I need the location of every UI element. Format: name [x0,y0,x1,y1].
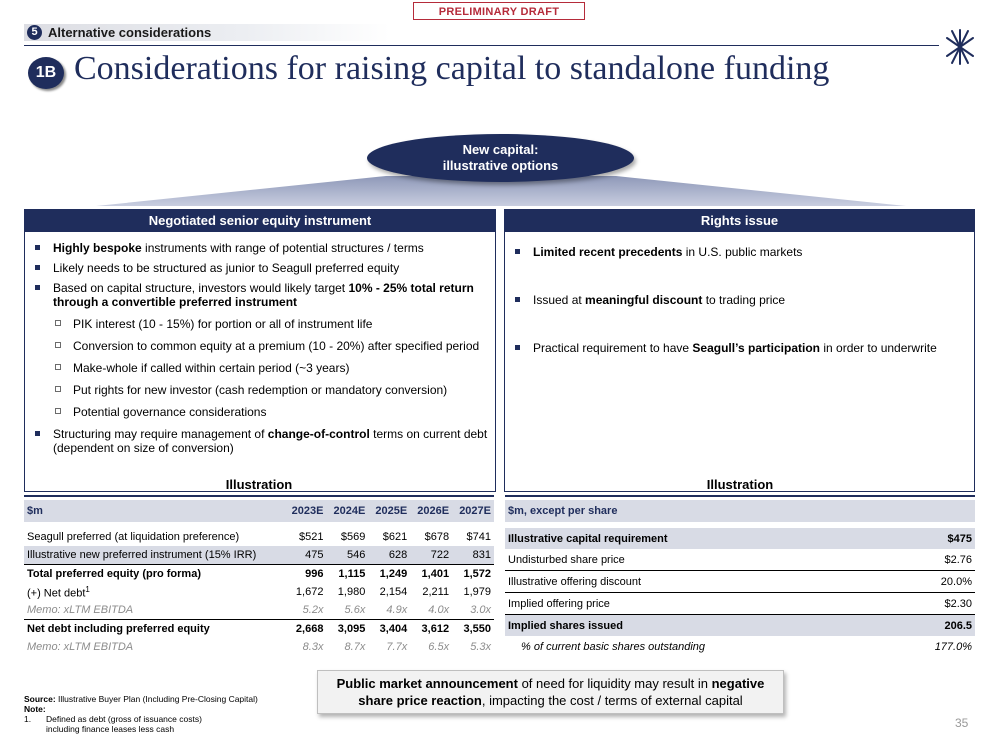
public-market-callout: Public market announcement of need for liquidity may result in negative share price reaction, impacting the cost / terms of external capital [317,670,784,714]
list-item: Likely needs to be structured as junior to Seagull preferred equity [31,261,489,275]
table-row: Seagull preferred (at liquidation preference) $521 $569 $621 $678 $741 [27,531,491,543]
table-unit-header: $m, except per share [505,500,975,522]
list-item: Limited recent precedents in U.S. public markets [511,245,968,259]
table-header-row [505,500,975,522]
table-unit-header: $m [24,500,285,522]
right-illustration [505,477,975,657]
sub-list-item: Conversion to common equity at a premium (10 - 20%) after specified period [31,339,489,353]
table-row: Implied shares issued 206.5 [505,615,975,637]
list-item: Practical requirement to have Seagull’s participation in order to underwrite [511,341,968,355]
list-item: Highly bespoke instruments with range of potential structures / terms [31,241,489,255]
sub-list-item: Potential governance considerations [31,405,489,419]
left-panel [24,209,496,492]
table-row: Total preferred equity (pro forma) 996 1,115 1,249 1,401 1,572 [24,565,494,584]
page-number: 35 [955,716,969,730]
footnote-note-label: Note: [24,704,46,714]
list-item: Issued at meaningful discount to trading price [511,293,968,307]
year-header: 2026E [410,500,452,522]
table-row: Undisturbed share price $2.76 [508,553,972,566]
right-bullet-list [505,232,974,355]
year-header: 2024E [326,500,368,522]
snowflake-logo-icon [944,28,976,66]
section-label: Alternative considerations [48,25,212,40]
right-data-table [505,500,975,657]
right-panel-header: Rights issue [504,209,975,232]
table-row: Memo: xLTM EBITDA 5.2x 5.6x 4.9x 4.0x 3.0x [27,604,491,616]
right-illustration-title: Illustration [706,477,774,492]
page-badge: 1B [28,57,64,89]
new-capital-bubble [367,134,634,182]
footnote-source: Source: Illustrative Buyer Plan (Including Pre-Closing Capital) [24,694,258,704]
table-row: (+) Net debt$^1$ 1,672 1,980 2,154 2,211 1,979 [27,584,491,600]
table-row: Illustrative capital requirement $475 [505,528,975,549]
right-illustration-rule [505,495,975,497]
list-item: Based on capital structure, investors would likely target 10% - 25% total return through a convertible preferred instrument [31,281,489,309]
list-item: Structuring may require management of change-of-control terms on current debt (dependent on size of conversion) [31,427,489,455]
left-bullet-list [25,232,495,455]
sub-list-item: Put rights for new investor (cash redemption or mandatory conversion) [31,383,489,397]
left-data-table [24,500,494,656]
table-row: Memo: xLTM EBITDA 8.3x 8.7x 7.7x 6.5x 5.3x [27,641,491,653]
sub-list-item: PIK interest (10 - 15%) for portion or all of instrument life [31,317,489,331]
table-row: Illustrative new preferred instrument (15% IRR) 475 546 628 722 831 [24,546,494,565]
right-panel-body [504,232,975,492]
left-illustration-rule [24,495,494,497]
right-panel [504,209,975,492]
table-header-row [24,500,494,522]
table-row: Illustrative offering discount 20.0% [505,571,975,593]
year-header: 2027E [452,500,494,522]
table-row: Net debt including preferred equity 2,668 3,095 3,404 3,612 3,550 [24,620,494,639]
bubble-line-2: illustrative options [442,158,559,173]
year-header: 2023E [285,500,327,522]
left-panel-header: Negotiated senior equity instrument [24,209,496,232]
bubble-line-1: New capital: [462,142,539,157]
left-panel-body [24,232,496,492]
left-illustration-title: Illustration [225,477,293,492]
table-row: % of current basic shares outstanding 177.0% [521,640,972,653]
sub-list-item: Make-whole if called within certain period (~3 years) [31,361,489,375]
section-divider [24,45,939,46]
preliminary-draft-label: PRELIMINARY DRAFT [413,2,585,20]
left-illustration [24,477,494,656]
footnote [24,694,314,734]
page-title: Considerations for raising capital to standalone funding [74,50,830,87]
footnote-item: 1. Defined as debt (gross of issuance costs) including finance leases less cash [24,714,202,734]
table-row: Implied offering price $2.30 [505,593,975,615]
section-number-badge: 5 [27,25,42,40]
year-header: 2025E [368,500,410,522]
